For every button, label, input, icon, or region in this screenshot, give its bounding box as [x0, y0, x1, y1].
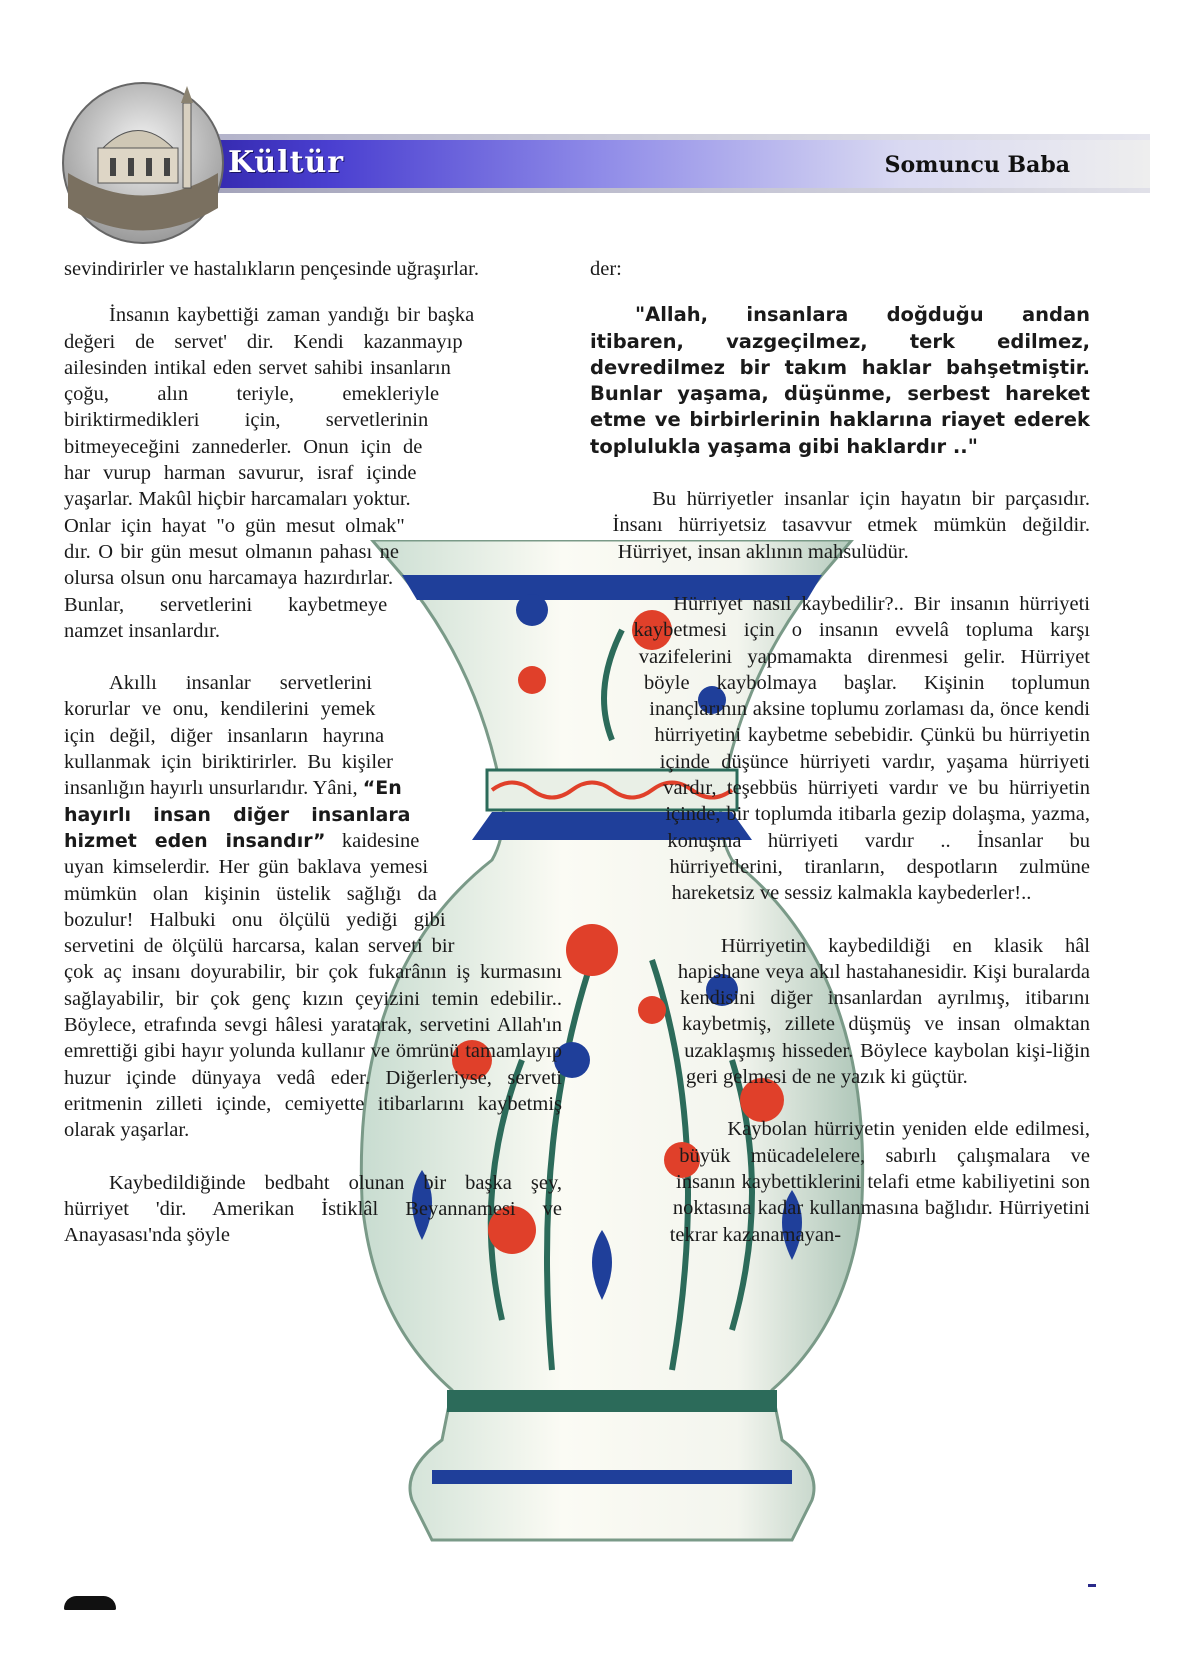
header-bottom-stripe: [150, 188, 1150, 193]
hadith-quote: “En hayırlı insan diğer insanlara hizmet eden insandır”: [64, 777, 411, 852]
right-paragraph-1: Bu hürriyetler insanlar için hayatın bir parçasıdır. İnsanı hürriyetsiz tasavvur etmek mümkün değildir. Hürriyet, insan aklının mahsulüdür.: [612, 488, 1090, 563]
left-paragraph-2-start: Akıllı insanlar servetlerini korurlar ve onu, kendilerini yemek için değil, diğer insanların hayrına kullanmak için biriktirirler. Bu kişiler insanlığın hayırlı unsurlarıdır. Yâni,: [64, 672, 393, 800]
right-paragraph-2: Hürriyet nasıl kaybedilir?.. Bir insanın hürriyeti kaybetmesi için o insanın evvelâ topluma karşı vazifelerini yapmamakta direnmesi gelir. Hürriyet böyle kaybolmaya başlar. Kişinin toplumun inançlarının aksine toplumu zorlaması da, önce kendi hürriyetini kaybetme sebebidir. Çünkü bu hürriyetin içinde düşünce hürriyeti vardır, yaşama hürriyeti vardır, teşebbüs hürriyeti vardır ve bu hürriyetin içinde, bir toplumda itibarla gezip dolaşma, yazma, konuşma hürriyeti vardır .. İnsanlar bu hürriyetlerini, tiranların, despotların zulmüne hareketsiz ve sessiz kalmakla kaybederler!..: [633, 592, 1090, 905]
mosque-emblem-icon: [58, 78, 228, 248]
corner-tick-mark: [1088, 1584, 1096, 1587]
section-title: Kültür: [228, 145, 345, 180]
page-corner-mark: [64, 1596, 116, 1610]
right-paragraph-4: Kaybolan hürriyetin yeniden elde edilmesi, büyük mücadelelere, sabırlı çalışmalara ve insanın kaybettiklerini telafi etme kabiliyetini son noktasına kadar kullanmasına bağlıdır. Hürriyetini tekrar kazanamayan-: [669, 1118, 1090, 1246]
left-paragraph-1: İnsanın kaybettiği zaman yandığı bir başka değeri de servet' dir. Kendi kazanmayıp ailesinden intikal eden servet sahibi insanların çoğu, alın teriyle, emekleriyle biriktirmedikleri için, servetlerinin bitmeyeceğini zannederler. Onun için de har vurup harman savurur, israf içinde yaşarlar. Makûl hiçbir harcamaları yoktur. Onlar için hayat "o gün mesut olmak" dır. O bir gün mesut olmanın pahası ne olursa olsun onu harcamaya hazırdırlar. Bunlar, servetlerini kaybetmeye namzet insanlardır.: [64, 304, 475, 642]
left-paragraph-3: Kaybedildiğinde bedbaht olunan bir başka şey, hürriyet 'dir. Amerikan İstiklâl Beyannamesi ve Anayasası'nda şöyle: [64, 1171, 562, 1247]
right-paragraph-0: der:: [590, 258, 622, 280]
declaration-quote: "Allah, insanlara doğduğu andan itibaren, vazgeçilmez, terk edilmez, devredilmez bir takım haklar bahşetmiştir. Bunlar yaşama, düşünme, serbest hareket etme ve birbirlerinin haklarına riayet ederek toplulukla yaşama gibi haklardır ..": [590, 303, 1090, 458]
right-paragraph-3: Hürriyetin kaybedildiği en klasik hâl hapishane veya akıl hastahanesidir. Kişi buralarda kendisini diğer insanlardan ayrılmış, itibarını kaybetmiş, zillete düşmüş ve insan olmaktan uzaklaşmış hisseder. Böylece kaybolan kişi-liğin geri gelmesi de ne yazık ki güçtür.: [677, 934, 1090, 1089]
left-text-column: [64, 256, 562, 1274]
left-paragraph-2-end: kaidesine uyan kimselerdir. Her gün baklava yemesi mümkün olan kişinin üstelik sağlığı da bozulur! Halbuki onu ölçülü yediği gibi servetini de ölçülü harcarsa, kalan serveti bir çok aç insanı doyurabilir, bir çok fukarânın iş kurmasını sağlayabilir, bir çok genç kızın çeyizini temin edebilir.. Böylece, etrafında sevgi hâlesi yaratarak, servetini Allah'ın emrettiği gibi hayır yolunda kullanır ve ömrünü tamamlayıp huzur içinde dünyaya vedâ eder. Diğerleriyse, serveti eritmenin zilleti içinde, cemiyette itibarlarını kaybetmiş olarak yaşarlar.: [64, 829, 562, 1142]
left-paragraph-0: sevindirirler ve hastalıkların pençesinde uğraşırlar.: [64, 258, 479, 280]
right-text-column: [590, 256, 1090, 1486]
magazine-name: Somuncu Baba: [884, 152, 1070, 178]
